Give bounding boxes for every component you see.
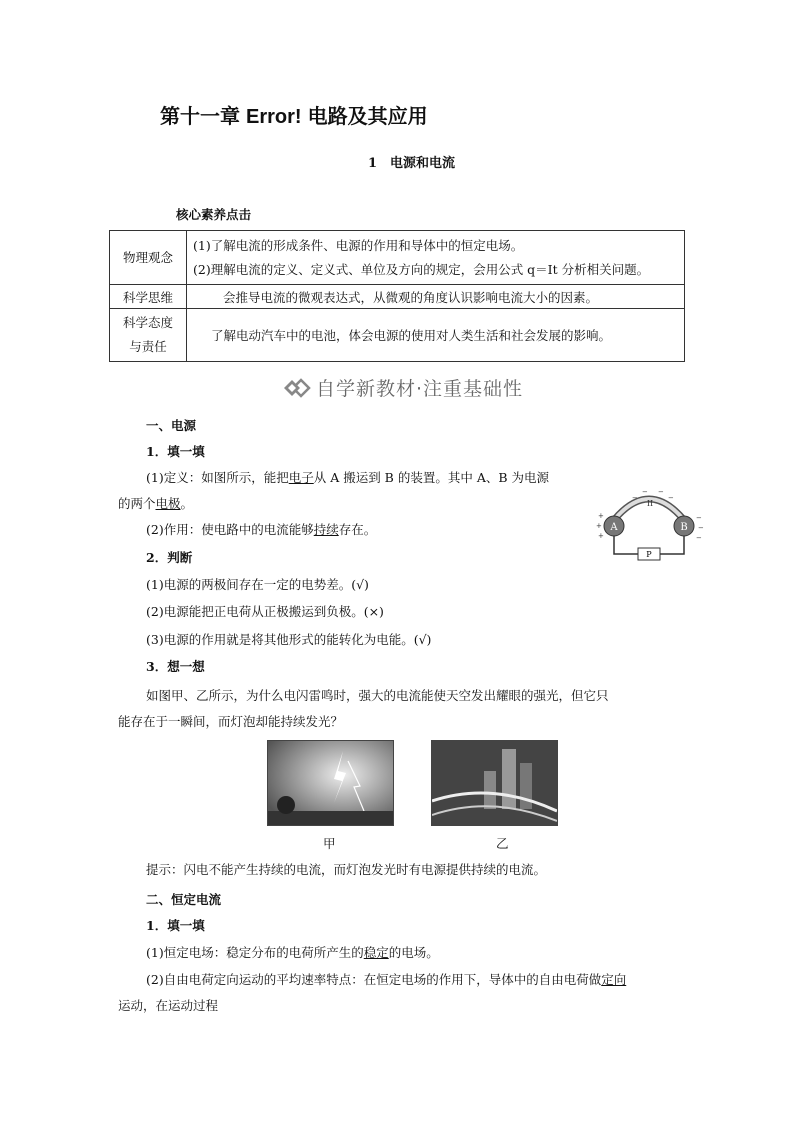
fill-heading: 1．填一填: [146, 444, 205, 459]
electric-source-diagram: [592, 484, 706, 566]
photo-caption: 乙: [496, 836, 509, 851]
free-charge-line-2: 运动，在运动过程: [118, 998, 219, 1013]
chapter-title: [160, 100, 428, 129]
chapter-suffix: 电路及其应用: [307, 104, 428, 128]
definition-line: [146, 468, 549, 486]
row-content: [187, 231, 685, 285]
text-span: (2)作用：使电路中的电流能够: [146, 522, 314, 537]
section-band: [280, 374, 550, 402]
band-title: 自学新教材·注重基础性: [316, 378, 524, 400]
constant-field-line: [146, 943, 439, 961]
svg-text:−: −: [642, 488, 648, 496]
band-logo-icon: [280, 376, 312, 400]
svg-text:−: −: [696, 534, 702, 542]
core-literacy-table: [109, 230, 685, 362]
svg-text:+: +: [598, 512, 604, 520]
answer-blank: 稳定: [363, 945, 389, 960]
text-span: 从 A 搬运到 B 的装置。其中 A、B 为电源: [313, 470, 550, 485]
text-span: (1)恒定电场：稳定分布的电荷所产生的: [146, 945, 364, 960]
svg-text:−: −: [658, 488, 664, 496]
svg-text:−: −: [698, 524, 704, 532]
lightning-photo: [267, 740, 394, 826]
row-content: 了解电动汽车中的电池，体会电源的使用对人类生活和社会发展的影响。: [187, 309, 685, 362]
row-head: [110, 309, 187, 362]
judge-item: (1)电源的两极间存在一定的电势差。(√): [146, 577, 369, 592]
question-line-2: 能存在于一瞬间，而灯泡却能持续发光？: [118, 714, 344, 729]
text-span: 的电场。: [388, 945, 439, 960]
svg-text:−: −: [632, 494, 638, 502]
table-row: [110, 309, 685, 362]
text-span: (1)定义：如图所示，能把: [146, 470, 289, 485]
table-row: [110, 285, 685, 309]
svg-text:+: +: [596, 522, 602, 530]
electrode-a-label: A: [610, 522, 618, 533]
electrode-b-label: B: [680, 522, 688, 533]
text-span: 。: [180, 496, 194, 511]
definition-line-2: [118, 494, 193, 512]
region-label: II: [646, 499, 654, 508]
city-lights-photo: [431, 740, 558, 826]
device-p-label: P: [646, 550, 652, 559]
answer-blank: 电极: [155, 496, 181, 511]
question-line: 如图甲、乙所示，为什么电闪雷鸣时，强大的电流能使天空发出耀眼的强光，但它只: [146, 688, 609, 703]
answer-blank: 定向: [601, 972, 627, 987]
section-title: 1 电源和电流: [368, 156, 456, 171]
text-span: 存在。: [338, 522, 377, 537]
function-line: [146, 520, 376, 538]
text-span: 的两个: [118, 496, 156, 511]
think-heading: 3．想一想: [146, 659, 205, 674]
row-head-line: 科学态度: [122, 315, 173, 330]
chapter-prefix: 第十一章: [160, 104, 240, 128]
part1-heading: 一、电源: [146, 418, 197, 433]
fill-heading: 1．填一填: [146, 918, 205, 933]
answer-blank: 持续: [313, 522, 339, 537]
part2-heading: 二、恒定电流: [146, 892, 222, 907]
table-row: [110, 231, 685, 285]
svg-text:−: −: [696, 514, 702, 522]
row-head-line: 与责任: [129, 339, 167, 354]
row-head: 物理观念: [110, 231, 187, 285]
text-span: (2)自由电荷定向运动的平均速率特点：在恒定电场的作用下，导体中的自由电荷做: [146, 972, 602, 987]
core-label: 核心素养点击: [176, 207, 252, 222]
row-content: 会推导电流的微观表达式，从微观的角度认识影响电流大小的因素。: [187, 285, 685, 309]
answer-blank: 电子: [288, 470, 314, 485]
judge-item: (2)电源能把正电荷从正极搬运到负极。(×): [146, 604, 384, 619]
hint-line: 提示：闪电不能产生持续的电流，而灯泡发光时有电源提供持续的电流。: [146, 862, 547, 877]
photo-caption: 甲: [323, 836, 336, 851]
free-charge-line: [146, 970, 626, 988]
judge-heading: 2．判断: [146, 550, 193, 565]
row-line: (2)理解电流的定义、定义式、单位及方向的规定，会用公式 q＝It 分析相关问题。: [193, 261, 650, 277]
svg-text:+: +: [598, 532, 604, 540]
row-head: 科学思维: [110, 285, 187, 309]
judge-item: (3)电源的作用就是将其他形式的能转化为电能。(√): [146, 632, 432, 647]
chapter-error-text: Error!: [246, 106, 302, 128]
svg-text:−: −: [668, 494, 674, 502]
row-line: (1)了解电流的形成条件、电源的作用和导体中的恒定电场。: [193, 237, 524, 253]
